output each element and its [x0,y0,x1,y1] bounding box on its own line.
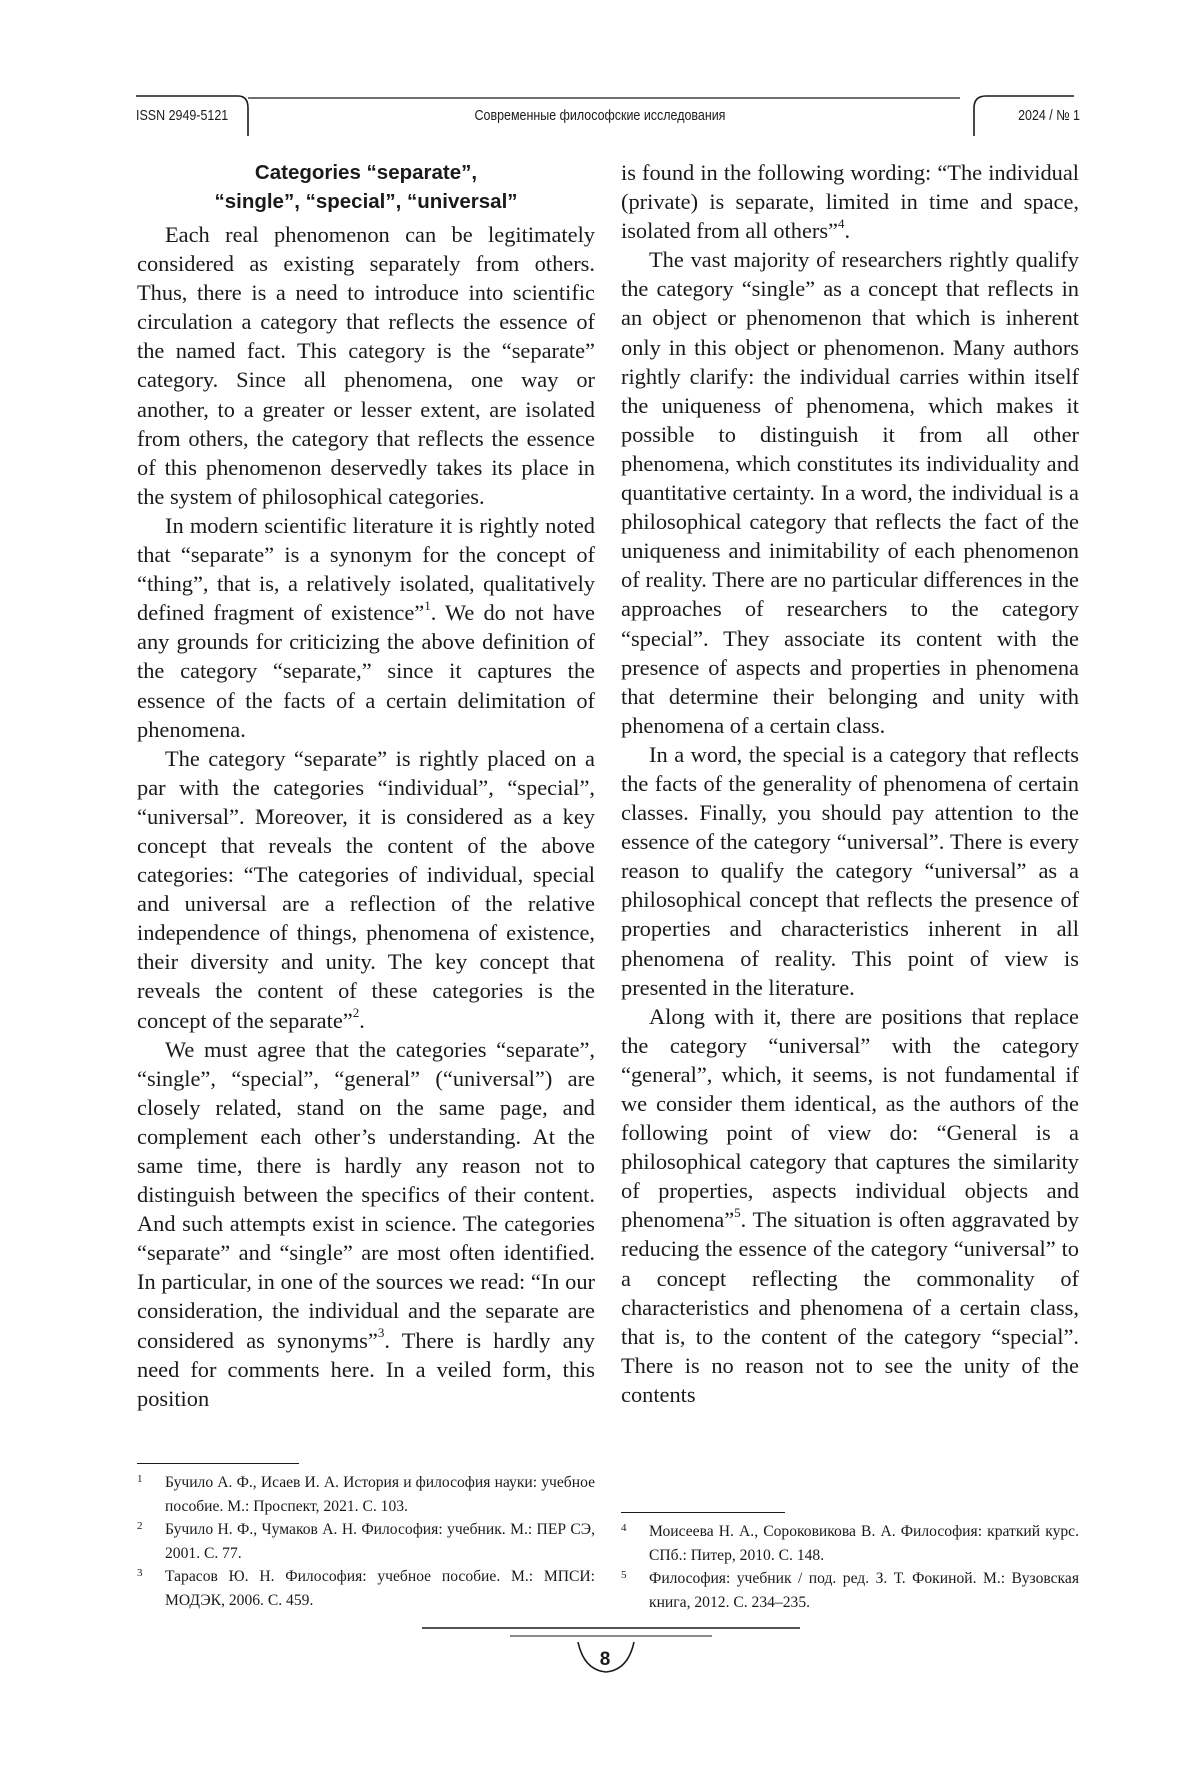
footnote-reference[interactable]: 2 [352,1005,360,1021]
footnote [137,1471,595,1518]
body-paragraph [621,158,1079,245]
footnote-list-right [621,1520,1079,1614]
section-title-line1: Categories “separate”, [254,161,478,184]
paragraph-text-continued: . [844,218,851,244]
body-paragraph [621,1002,1079,1409]
left-column [137,158,595,1413]
footnote-list-left [137,1471,595,1612]
section-title-line2: “single”, “special”, “universal” [214,190,518,213]
paragraph-text: We must agree that the categories “separate”, “single”, “special”, “general” (“universal”) are closely related, stand on the same page, and complement each other’s understanding. At the same time, there is hardly any reason not to distinguish between the specifics of their content. And such attempts exist in science. The categories “separate” and “single” are most often identified. In particular, in one of the sources we read: “In our consideration, the individual and the separate are considered as synonyms” [137,1036,595,1353]
footnote-number: 3 [137,1567,143,1579]
paragraph-text: Each real phenomenon can be legitimately considered as existing separately from others. Thus, there is a need to introduce into scientific circulation a category that reflects the essence of the named fact. This category is the “separate” category. Since all phenomena, one way or another, to a greater or lesser extent, are isolated from others, the category that reflects the essence of this phenomenon deservedly takes its place in the system of philosophical categories. [137,222,595,509]
paragraph-text-continued: . We do not have any grounds for criticizing the above definition of the category “separate,” since it captures the essence of the facts of a certain delimitation of phenomena. [137,600,595,742]
body-paragraph [137,1035,595,1413]
header-frame [0,0,1200,160]
footnote-rule [137,1463,299,1464]
footnote-reference[interactable]: 1 [424,597,431,613]
body-paragraph [137,744,595,1035]
page-number: 8 [599,1649,611,1670]
paragraph-text: In modern scientific literature it is rightly noted that “separate” is a synonym for the concept of “thing”, that is, a relatively isolated, qualitatively defined fragment of existence” [137,512,595,626]
right-paragraphs [621,158,1079,1409]
footnote-reference[interactable]: 5 [734,1204,741,1220]
paragraph-text-continued: . There is hardly any need for comments here. In a veiled form, this position [137,1327,595,1411]
footnote-text: Тарасов Ю. Н. Философия: учебное пособие. М.: МПСИ: МОДЭК, 2006. С. 459. [165,1568,595,1609]
body-paragraph [621,245,1079,740]
footnote-rule [621,1512,785,1513]
footnote-number: 5 [621,1569,627,1581]
footnote [621,1520,1079,1567]
header-issue: 2024 / № 1 [1018,108,1080,124]
body-paragraph [137,511,595,744]
footnote-reference[interactable]: 4 [838,215,845,231]
footnote-text: Моисеева Н. А., Сороковикова В. А. Философия: краткий курс. СПб.: Питер, 2010. С. 148. [649,1523,1079,1564]
section-title [137,158,595,216]
header-issn: ISSN 2949-5121 [136,108,229,124]
paragraph-text: The category “separate” is rightly placed on a par with the categories “individual”, “special”, “universal”. Moreover, it is considered as a key concept that reveals the content of the above categories: “The categories of individual, special and universal are a reflection of the relative independence of things, phenomena of existence, their diversity and unity. The key concept that reveals the content of these categories is the concept of the separate” [137,745,595,1033]
footnote-text: Философия: учебник / под. ред. З. Т. Фокиной. М.: Вузовская книга, 2012. С. 234–235. [649,1570,1079,1611]
body-paragraph [137,220,595,511]
footnote-text: Бучило А. Ф., Исаев И. А. История и философия науки: учебное пособие. М.: Проспект, 2021. С. 103. [165,1474,595,1515]
paragraph-text: In a word, the special is a category that reflects the facts of the generality of phenomena of certain classes. Finally, you should pay attention to the essence of the category “universal”. There is every reason to qualify the category “universal” as a philosophical concept that reflects the presence of properties and characteristics inherent in all phenomena of reality. This point of view is presented in the literature. [621,741,1079,1000]
left-paragraphs [137,220,595,1413]
footnotes-right [621,1512,1079,1614]
header-journal-title: Современные философские исследования [474,108,726,124]
paragraph-text: Along with it, there are positions that replace the category “universal” with the category “general”, which, it seems, is not fundamental if we consider them identical, as the authors of the following point of view do: “General is a philosophical category that captures the similarity of properties, aspects individual objects and phenomena” [621,1003,1079,1233]
footnote [137,1565,595,1612]
footnote-number: 2 [137,1520,143,1532]
body-paragraph [621,740,1079,1002]
paragraph-text-continued: . The situation is often aggravated by reducing the essence of the category “universal” to a concept reflecting the commonality of characteristics and phenomena of a certain class, that is, to the content of the category “special”. There is no reason not to see the unity of the contents [621,1207,1079,1407]
paragraph-text: The vast majority of researchers rightly qualify the category “single” as a concept that reflects in an object or phenomenon that which is inherent only in this object or phenomenon. Many authors rightly clarify: the individual carries within itself the uniqueness of phenomena, which makes it possible to distinguish it from all other phenomena, which constitutes its individuality and quantitative certainty. In a word, the individual is a philosophical category that reflects the fact of the uniqueness and inimitability of each phenomenon of reality. There are no particular differences in the approaches of researchers to the category “special”. They associate its content with the presence of aspects and properties in phenomena that determine their belonging and unity with phenomena of a certain class. [621,247,1079,738]
footnotes-left [137,1463,595,1612]
paragraph-text-continued: . [359,1007,365,1033]
footnote [621,1567,1079,1614]
footnote [137,1518,595,1565]
footnote-number: 4 [621,1522,627,1534]
footnote-number: 1 [137,1473,143,1485]
right-column [621,158,1079,1409]
footnote-text: Бучило Н. Ф., Чумаков А. Н. Философия: учебник. М.: ПЕР СЭ, 2001. С. 77. [165,1521,595,1562]
footnote-reference[interactable]: 3 [377,1325,385,1341]
paragraph-text: is found in the following wording: “The individual (private) is separate, limited in time and space, isolated from all others” [621,160,1079,244]
